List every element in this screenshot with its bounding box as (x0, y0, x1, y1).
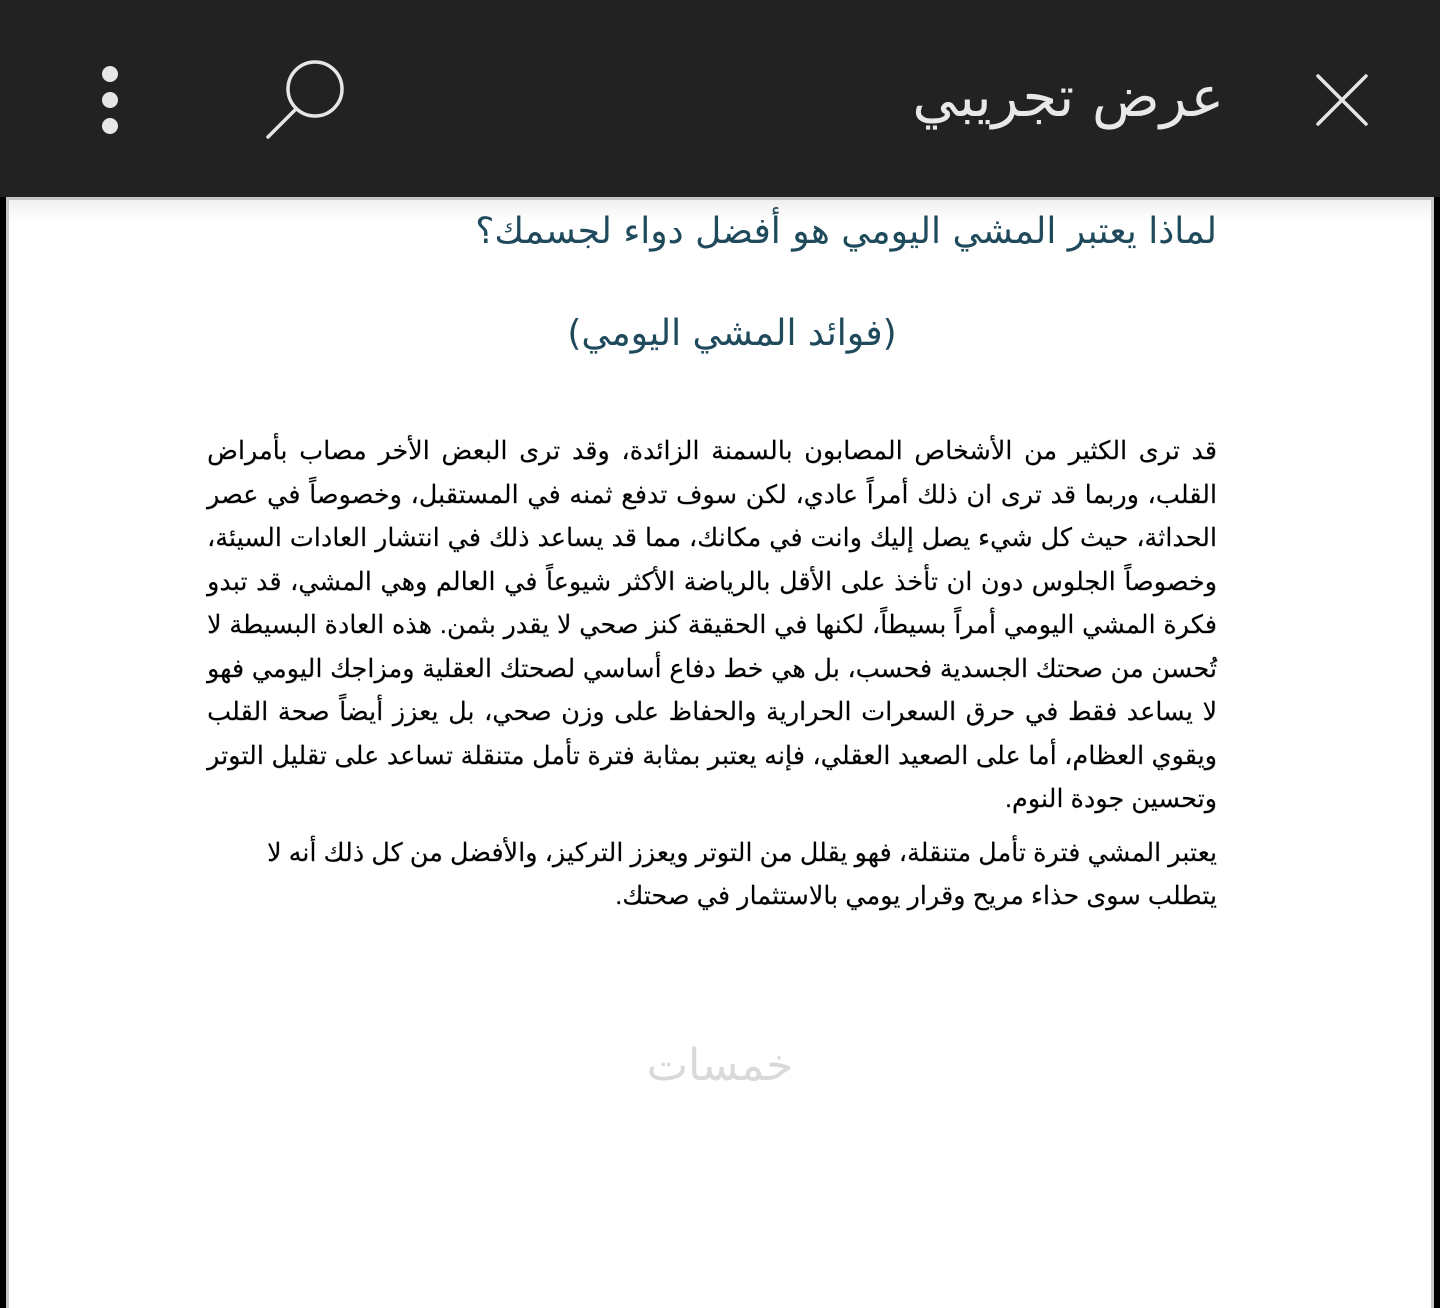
close-button[interactable] (1300, 58, 1384, 142)
close-icon (1314, 72, 1370, 128)
more-vertical-icon (98, 64, 122, 136)
watermark-logo: خمسات (646, 1040, 794, 1091)
document-title: لماذا يعتبر المشي اليومي هو أفضل دواء لجسمك؟ (475, 211, 1217, 252)
document-subtitle: (فوائد المشي اليومي) (567, 313, 897, 354)
paragraph-conclusion: يعتبر المشي فترة تأمل متنقلة، فهو يقلل من التوتر ويعزز التركيز، والأفضل من كل ذلك أنه لا يتطلب سوى حذاء مريح وقرار يومي بالاستثمار في صحتك. (266, 838, 1217, 910)
document-content (207, 200, 1217, 919)
search-icon (260, 57, 350, 143)
search-button[interactable] (250, 50, 360, 150)
paragraph-intro: قد ترى الكثير من الأشخاص المصابون بالسمنة الزائدة، وقد ترى البعض الأخر مصاب بأمراض القلب، وربما قد ترى ان ذلك أمراً عادي، لكن سوف تدفع ثمنه في المستقبل، وخصوصاً في عصر الحداثة، حيث كل شيء يصل إليك وانت في مكانك، مما قد يساعد ذلك في انتشار العادات السيئة، وخصوصاً الجلوس دون ان تأخذ على الأقل بالرياضة الأكثر شيوعاً في العالم وهي المشي، قد تبدو فكرة المشي اليومي أمراً بسيطاً، لكنها في الحقيقة كنز صحي لا يقدر بثمن. هذه العادة البسيطة لا تُحسن من صحتك الجسدية فحسب، بل هي خط دفاع أساسي لصحتك العقلية ومزاجك اليومي فهو لا يساعد فقط في حرق السعرات الحرارية والحفاظ على وزن صحي، بل يعزز أيضاً صحة القلب ويقوي العظام، أما على الصعيد العقلي، فإنه يعتبر بمثابة فترة تأمل متنقلة تساعد على تقليل التوتر وتحسين جودة النوم. (207, 437, 1217, 813)
more-options-button[interactable] (80, 55, 140, 145)
app-bar (0, 0, 1440, 197)
app-title: عرض تجريبي (912, 65, 1224, 130)
